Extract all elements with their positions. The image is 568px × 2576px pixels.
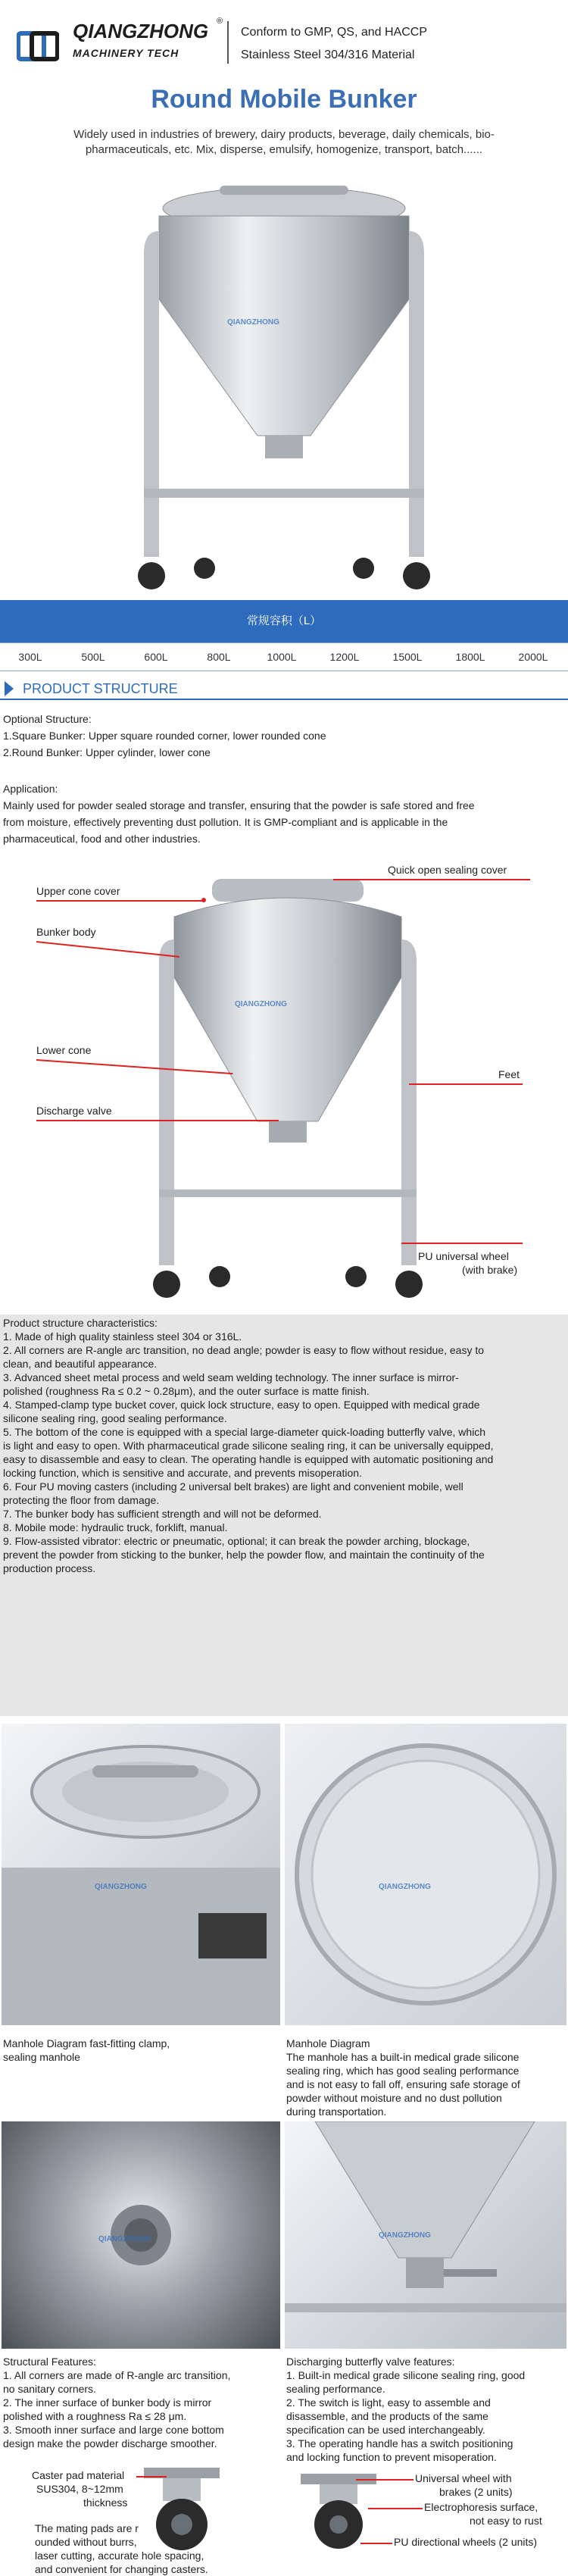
label-universal-wheel: brakes (2 units) <box>439 2486 513 2498</box>
bunker-hero-image <box>114 163 454 595</box>
characteristics-line: is light and easy to open. With pharmaceutical grade silicone sealing ring, it can be universally equipped, <box>3 1440 494 1452</box>
label-mating-pads: ounded without burrs, <box>35 2536 137 2548</box>
capacity-header: 常规容积（L） <box>0 600 568 642</box>
application-title: Application: <box>3 783 58 795</box>
characteristics-panel <box>0 1315 568 1716</box>
callout-line <box>356 2479 414 2481</box>
caption-butterfly: Discharging butterfly valve features: <box>286 2356 455 2368</box>
label-caster-pad: SUS304, 8~12mm <box>36 2483 123 2495</box>
optional-structure-line: 2.Round Bunker: Upper cylinder, lower cone <box>3 746 211 758</box>
watermark: QIANGZHONG <box>98 2235 151 2243</box>
label-universal-wheel: Universal wheel with <box>415 2472 512 2484</box>
capacity-value: 800L <box>207 651 231 663</box>
callout-line <box>409 1083 523 1085</box>
label-pu-wheel: PU universal wheel <box>418 1250 509 1262</box>
caption-butterfly: and locking function to prevent misoperation. <box>286 2451 497 2463</box>
capacity-value: 600L <box>144 651 168 663</box>
application-line: from moisture, effectively preventing dust pollution. It is GMP-compliant and is applicable in the <box>3 816 448 828</box>
characteristics-line: 2. All corners are R-angle arc transition, no dead angle; powder is easy to flow without residue, easy to <box>3 1344 485 1356</box>
caster-brake-photo <box>129 2464 235 2555</box>
callout-line <box>36 900 203 902</box>
header-divider <box>227 21 229 64</box>
caption-structural: 2. The inner surface of bunker body is mirror <box>3 2396 212 2409</box>
callout-line <box>36 1120 279 1121</box>
caption-manhole-clamp: sealing manhole <box>3 2051 80 2063</box>
optional-structure-line: 1.Square Bunker: Upper square rounded corner, lower rounded cone <box>3 730 326 742</box>
watermark: QIANGZHONG <box>95 1883 147 1891</box>
caption-manhole-seal: The manhole has a built-in medical grade silicone <box>286 2051 520 2063</box>
capacity-value: 300L <box>18 651 42 663</box>
caption-manhole-seal: during transportation. <box>286 2106 387 2118</box>
callout-line <box>401 1243 523 1244</box>
label-mating-pads: The mating pads are r <box>35 2522 139 2534</box>
optional-structure-title: Optional Structure: <box>3 713 92 725</box>
caption-structural: 3. Smooth inner surface and large cone bottom <box>3 2424 224 2436</box>
watermark: QIANGZHONG <box>235 1000 287 1008</box>
label-upper-cone-cover: Upper cone cover <box>36 885 120 897</box>
callout-dot <box>201 898 206 902</box>
application-line: pharmaceutical, food and other industries. <box>3 833 201 845</box>
callout-line <box>368 2508 423 2509</box>
label-quick-open-cover: Quick open sealing cover <box>388 864 507 876</box>
label-discharge-valve: Discharge valve <box>36 1105 112 1117</box>
caption-manhole-seal: powder without moisture and no dust pollution <box>286 2092 502 2104</box>
product-intro: Widely used in industries of brewery, dairy products, beverage, daily chemicals, bio-pharmaceuticals, etc. Mix, disperse, emulsify, homogenize, transport, batch...... <box>73 128 495 156</box>
capacity-value: 2000L <box>518 651 548 663</box>
caption-manhole-seal: sealing ring, which has good sealing performance <box>286 2065 520 2077</box>
characteristics-line: prevent the powder from sticking to the bunker, help the powder flow, and maintain the continuity of the <box>3 1549 485 1561</box>
brand-subtitle: MACHINERY TECH <box>73 47 179 59</box>
brand-name: QIANGZHONG <box>73 20 209 42</box>
capacity-value: 1500L <box>392 651 423 663</box>
characteristics-line: easy to disassemble and easy to clean. The operating handle is equipped with automatic positioning and <box>3 1453 494 1465</box>
characteristics-line: clean, and beautiful appearance. <box>3 1358 158 1370</box>
caption-structural: no sanitary corners. <box>3 2383 96 2395</box>
application-line: Mainly used for powder sealed storage and transfer, ensuring that the powder is safe stored and free <box>3 799 475 811</box>
characteristics-line: locking function, which is sensitive and accurate, and prevents misoperation. <box>3 1467 362 1479</box>
caption-butterfly: sealing performance. <box>286 2383 385 2395</box>
characteristics-line: 5. The bottom of the cone is equipped with a special large-diameter quick-loading butterfly valve, which <box>3 1426 486 1438</box>
certification-line: Conform to GMP, QS, and HACCP <box>241 26 428 39</box>
callout-line <box>360 2543 392 2544</box>
caption-butterfly: 3. The operating handle has a switch positioning <box>286 2437 513 2449</box>
label-lower-cone: Lower cone <box>36 1044 92 1056</box>
label-electrophoresis: not easy to rust <box>470 2515 542 2527</box>
section-title: PRODUCT STRUCTURE <box>23 681 178 696</box>
watermark: QIANGZHONG <box>379 1883 431 1891</box>
characteristics-line: 1. Made of high quality stainless steel 304 or 316L. <box>3 1330 242 1343</box>
manhole-seal-photo <box>285 1724 566 2025</box>
capacity-value: 1000L <box>267 651 297 663</box>
label-bunker-body: Bunker body <box>36 926 96 938</box>
caption-structural: 1. All corners are made of R-angle arc transition, <box>3 2369 231 2381</box>
caster-directional-photo <box>282 2470 395 2553</box>
caption-manhole-clamp: Manhole Diagram fast-fitting clamp, <box>3 2037 170 2049</box>
label-pu-wheel-brake: (with brake) <box>462 1264 518 1276</box>
caption-butterfly: 2. The switch is light, easy to assemble and <box>286 2396 491 2409</box>
characteristics-line: 7. The bunker body has sufficient strength and will not be deformed. <box>3 1508 322 1520</box>
callout-line <box>136 2476 167 2478</box>
caption-manhole-seal: and is not easy to fall off, ensuring safe storage of <box>286 2078 520 2090</box>
manhole-clamp-photo <box>2 1724 280 2025</box>
characteristics-line: silicone sealing ring, good sealing performance. <box>3 1412 227 1424</box>
characteristics-line: polished (roughness Ra ≤ 0.2 ~ 0.28μm), and the outer surface is matte finish. <box>3 1385 370 1397</box>
characteristics-line: 4. Stamped-clamp type bucket cover, quick lock structure, easy to open. Equipped with medical grade <box>3 1399 480 1411</box>
characteristics-line: 8. Mobile mode: hydraulic truck, forklift, manual. <box>3 1521 228 1533</box>
product-title: Round Mobile Bunker <box>151 85 417 114</box>
label-mating-pads: and convenient for changing casters. <box>35 2563 208 2575</box>
callout-line <box>333 879 530 880</box>
characteristics-line: production process. <box>3 1562 96 1574</box>
bunker-structure-image <box>151 871 424 1311</box>
qz-logo-icon <box>17 30 59 64</box>
watermark: QIANGZHONG <box>227 318 279 327</box>
label-mating-pads: laser cutting, accurate hole spacing, <box>35 2549 204 2562</box>
caption-manhole-seal: Manhole Diagram <box>286 2037 370 2049</box>
capacity-value: 500L <box>81 651 105 663</box>
characteristics-line: 9. Flow-assisted vibrator: electric or pneumatic, optional; it can break the powder arching, blockage, <box>3 1535 470 1547</box>
caption-butterfly: 1. Built-in medical grade silicone sealing ring, good <box>286 2369 526 2381</box>
characteristics-line: protecting the floor from damage. <box>3 1494 160 1506</box>
capacity-row <box>0 642 568 671</box>
caption-structural: polished with a roughness Ra ≤ 28 μm. <box>3 2410 187 2422</box>
caption-structural: Structural Features: <box>3 2356 96 2368</box>
characteristics-title: Product structure characteristics: <box>3 1317 158 1329</box>
label-electrophoresis: Electrophoresis surface, <box>424 2501 538 2513</box>
label-feet: Feet <box>498 1068 520 1080</box>
material-line: Stainless Steel 304/316 Material <box>241 48 415 61</box>
watermark: QIANGZHONG <box>379 2231 431 2240</box>
brand-registered-mark: ® <box>217 17 223 26</box>
caption-butterfly: disassemble, and the products of the same <box>286 2410 488 2422</box>
characteristics-line: 6. Four PU moving casters (including 2 universal belt brakes) are light and convenient mobile, well <box>3 1480 463 1493</box>
label-caster-pad: thickness <box>83 2496 128 2509</box>
capacity-value: 1800L <box>455 651 485 663</box>
capacity-value: 1200L <box>329 651 360 663</box>
caption-butterfly: specification can be used interchangeably. <box>286 2424 485 2436</box>
label-caster-pad: Caster pad material <box>32 2469 125 2481</box>
caption-structural: design make the powder discharge smoother. <box>3 2437 217 2449</box>
characteristics-line: 3. Advanced sheet metal process and weld seam welding technology. The inner surface is mirror- <box>3 1371 459 1383</box>
label-pu-directional: PU directional wheels (2 units) <box>394 2536 538 2548</box>
